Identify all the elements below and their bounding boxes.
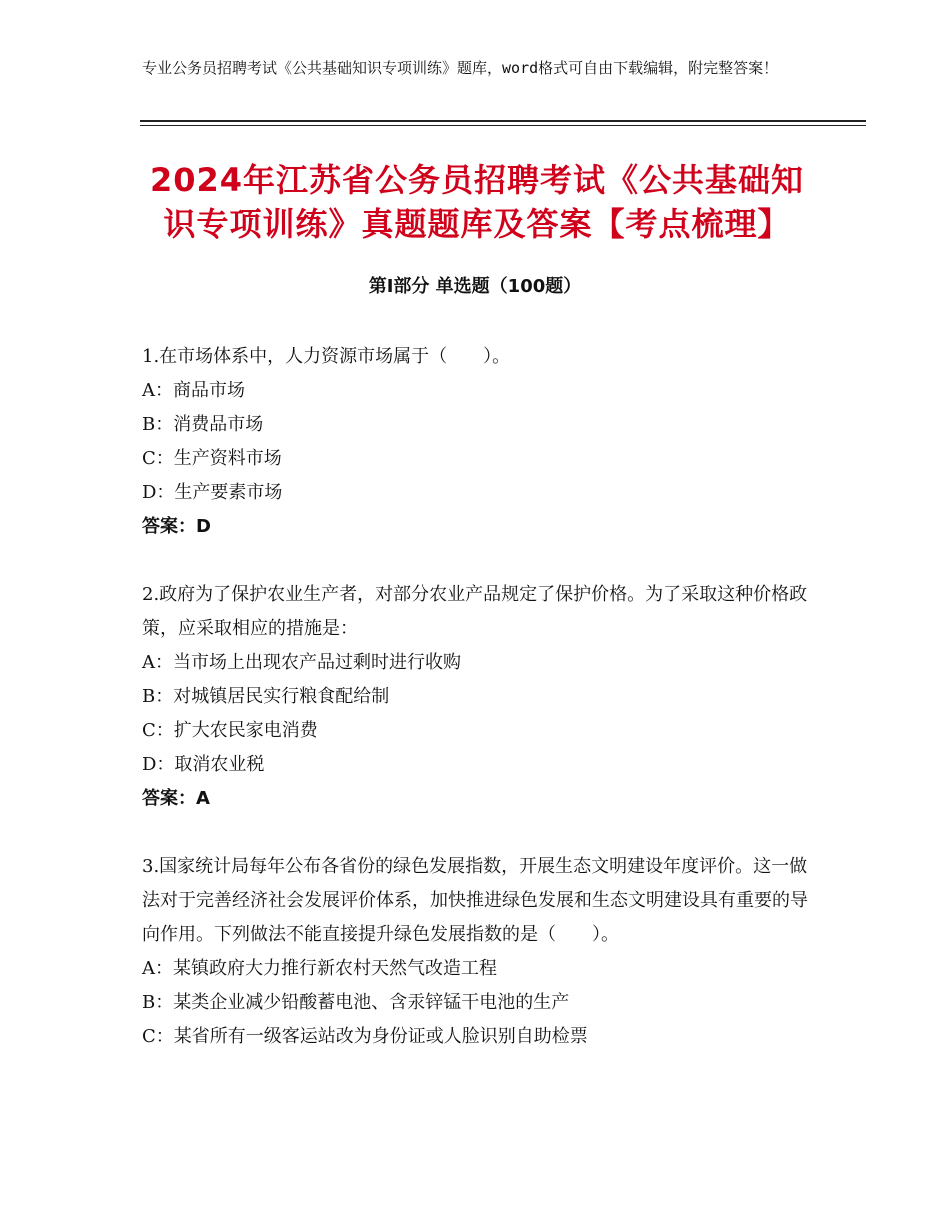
section-heading: 第Ⅰ部分 单选题（100题） (368, 276, 582, 297)
question-text: 3.国家统计局每年公布各省份的绿色发展指数，开展生态文明建设年度评价。这一做法对于完善经济社会发展评价体系，加快推进绿色发展和生态文明建设具有重要的导向作用。下列做法不能直接提升绿色发展指数的是（ ）。 (142, 856, 808, 945)
header-note: 专业公务员招聘考试《公共基础知识专项训练》题库，word格式可自由下载编辑，附完整答案！ (142, 59, 779, 77)
option-d: D：生产要素市场 (142, 482, 283, 503)
option-a: A：当市场上出现农产品过剩时进行收购 (142, 652, 461, 673)
option-c: C：扩大农民家电消费 (142, 720, 318, 741)
header-rule-thin (140, 125, 866, 126)
question-3 (142, 850, 808, 1054)
question-2 (142, 578, 808, 816)
option-d: D：取消农业税 (142, 754, 265, 775)
answer-text: 答案：D (142, 516, 211, 537)
option-c: C：生产资料市场 (142, 448, 282, 469)
question-1 (142, 340, 808, 544)
question-text: 1.在市场体系中，人力资源市场属于（ ）。 (142, 346, 511, 367)
document-title: 2024年江苏省公务员招聘考试《公共基础知识专项训练》真题题库及答案【考点梳理】 (149, 161, 805, 243)
question-list (142, 340, 808, 1088)
option-b: B：对城镇居民实行粮食配给制 (142, 686, 390, 707)
option-b: B：消费品市场 (142, 414, 264, 435)
option-c: C：某省所有一级客运站改为身份证或人脸识别自助检票 (142, 1026, 588, 1047)
header-rule-thick (140, 120, 866, 122)
option-a: A：某镇政府大力推行新农村天然气改造工程 (142, 958, 497, 979)
option-b: B：某类企业减少铅酸蓄电池、含汞锌锰干电池的生产 (142, 992, 570, 1013)
answer-text: 答案：A (142, 788, 210, 809)
question-text: 2.政府为了保护农业生产者，对部分农业产品规定了保护价格。为了采取这种价格政策，应采取相应的措施是： (142, 584, 808, 639)
option-a: A：商品市场 (142, 380, 245, 401)
